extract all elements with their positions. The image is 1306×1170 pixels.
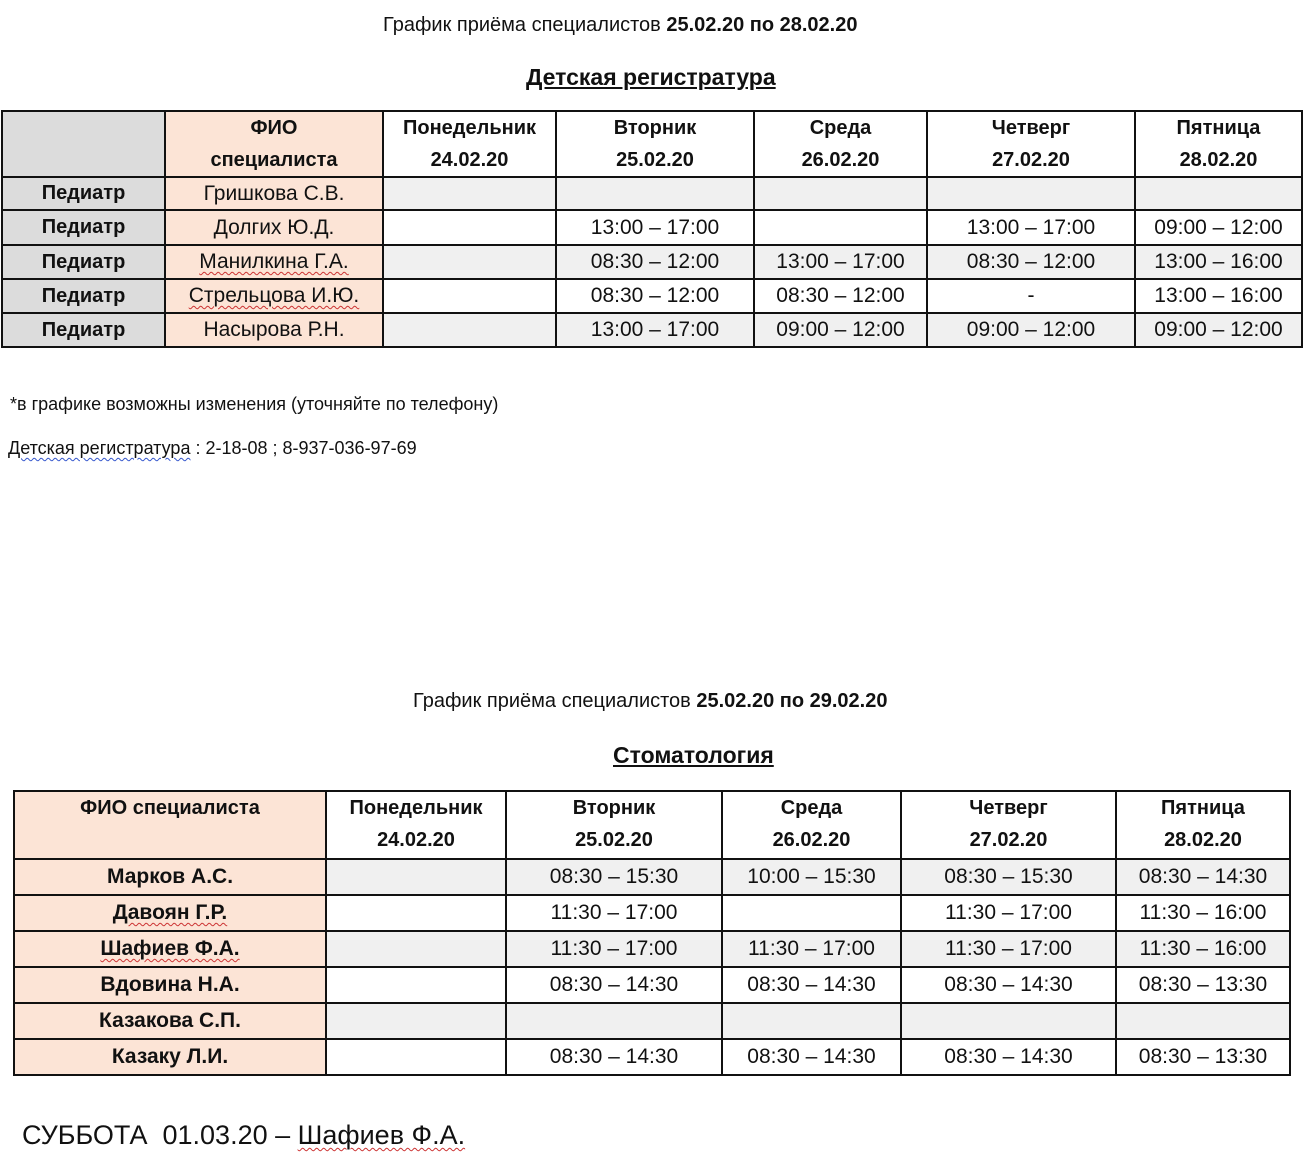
time-cell <box>326 967 506 1003</box>
title-prefix: График приёма специалистов <box>383 14 661 36</box>
fio-cell: Долгих Ю.Д. <box>165 210 383 245</box>
time-cell: 11:30 – 17:00 <box>722 931 901 967</box>
role-cell: Педиатр <box>2 245 165 279</box>
time-cell: 09:00 – 12:00 <box>1135 313 1302 347</box>
time-cell: 09:00 – 12:00 <box>754 313 927 347</box>
header-fio: ФИО специалиста <box>14 791 326 859</box>
schedule-title-2 <box>413 690 887 713</box>
time-cell: 13:00 – 16:00 <box>1135 279 1302 313</box>
header-tue: Вторник 25.02.20 <box>556 111 754 177</box>
time-cell: 08:30 – 12:00 <box>556 245 754 279</box>
time-cell <box>383 313 556 347</box>
time-cell: 13:00 – 17:00 <box>927 210 1135 245</box>
time-cell <box>383 177 556 210</box>
time-cell <box>326 1039 506 1075</box>
phone-value: : 2-18-08 ; 8-937-036-97-69 <box>190 438 417 458</box>
table-row <box>2 279 1302 313</box>
table-header-row <box>14 791 1290 859</box>
time-cell <box>754 177 927 210</box>
registry-phone <box>8 438 417 459</box>
saturday-name: Шафиев Ф.А. <box>297 1120 466 1150</box>
time-cell <box>383 245 556 279</box>
children-schedule-table <box>1 110 1303 348</box>
time-cell <box>1116 1003 1290 1039</box>
fio-cell: Шафиев Ф.А. <box>14 931 326 967</box>
role-cell: Педиатр <box>2 210 165 245</box>
table-row <box>2 245 1302 279</box>
time-cell <box>326 895 506 931</box>
schedule-title-1 <box>383 14 857 37</box>
time-cell: 11:30 – 17:00 <box>506 931 722 967</box>
fio-cell: Гришкова С.В. <box>165 177 383 210</box>
role-cell: Педиатр <box>2 313 165 347</box>
section-heading-children: Детская регистратура <box>526 64 776 90</box>
time-cell: 13:00 – 16:00 <box>1135 245 1302 279</box>
header-role <box>2 111 165 177</box>
time-cell: 13:00 – 17:00 <box>754 245 927 279</box>
time-cell: 13:00 – 17:00 <box>556 313 754 347</box>
table-row <box>14 859 1290 895</box>
header-mon: Понедельник 24.02.20 <box>326 791 506 859</box>
time-cell <box>901 1003 1116 1039</box>
header-fio: ФИО специалиста <box>165 111 383 177</box>
title-prefix: График приёма специалистов <box>413 690 691 712</box>
title-range: 25.02.20 по 28.02.20 <box>666 14 858 36</box>
table-row <box>14 931 1290 967</box>
time-cell: 08:30 – 12:00 <box>754 279 927 313</box>
time-cell: 08:30 – 14:30 <box>506 967 722 1003</box>
time-cell: 13:00 – 17:00 <box>556 210 754 245</box>
phone-label: Детская регистратура <box>8 438 191 458</box>
fio-cell: Казакова С.П. <box>14 1003 326 1039</box>
header-thu: Четверг 27.02.20 <box>901 791 1116 859</box>
dentistry-schedule-table <box>13 790 1291 1076</box>
table-header-row <box>2 111 1302 177</box>
fio-cell: Вдовина Н.А. <box>14 967 326 1003</box>
table-row <box>14 1003 1290 1039</box>
time-cell <box>556 177 754 210</box>
time-cell: 08:30 – 14:30 <box>901 1039 1116 1075</box>
time-cell: - <box>927 279 1135 313</box>
header-fri: Пятница 28.02.20 <box>1135 111 1302 177</box>
time-cell: 11:30 – 16:00 <box>1116 931 1290 967</box>
time-cell: 08:30 – 15:30 <box>506 859 722 895</box>
header-wed: Среда 26.02.20 <box>722 791 901 859</box>
time-cell <box>326 859 506 895</box>
time-cell: 08:30 – 14:30 <box>1116 859 1290 895</box>
fio-cell: Стрельцова И.Ю. <box>165 279 383 313</box>
time-cell: 09:00 – 12:00 <box>1135 210 1302 245</box>
time-cell: 08:30 – 14:30 <box>506 1039 722 1075</box>
table-row <box>14 1039 1290 1075</box>
time-cell: 11:30 – 17:00 <box>901 931 1116 967</box>
time-cell: 08:30 – 12:00 <box>927 245 1135 279</box>
header-fri: Пятница 28.02.20 <box>1116 791 1290 859</box>
table-row <box>14 967 1290 1003</box>
header-tue: Вторник 25.02.20 <box>506 791 722 859</box>
time-cell <box>927 177 1135 210</box>
time-cell: 09:00 – 12:00 <box>927 313 1135 347</box>
schedule-change-note: *в графике возможны изменения (уточняйте по телефону) <box>10 394 499 414</box>
section-heading-dentistry: Стоматология <box>613 742 774 768</box>
time-cell <box>326 1003 506 1039</box>
fio-cell: Марков А.С. <box>14 859 326 895</box>
table-row <box>2 177 1302 210</box>
time-cell: 08:30 – 12:00 <box>556 279 754 313</box>
time-cell: 08:30 – 15:30 <box>901 859 1116 895</box>
table-row <box>2 210 1302 245</box>
role-cell: Педиатр <box>2 177 165 210</box>
time-cell: 08:30 – 13:30 <box>1116 1039 1290 1075</box>
header-thu: Четверг 27.02.20 <box>927 111 1135 177</box>
time-cell: 08:30 – 14:30 <box>901 967 1116 1003</box>
time-cell: 08:30 – 13:30 <box>1116 967 1290 1003</box>
time-cell <box>326 931 506 967</box>
time-cell: 08:30 – 14:30 <box>722 1039 901 1075</box>
time-cell <box>383 279 556 313</box>
saturday-duty <box>22 1120 465 1151</box>
time-cell <box>722 895 901 931</box>
table-row <box>2 313 1302 347</box>
time-cell <box>383 210 556 245</box>
header-wed: Среда 26.02.20 <box>754 111 927 177</box>
time-cell <box>506 1003 722 1039</box>
time-cell: 11:30 – 17:00 <box>901 895 1116 931</box>
fio-cell: Казаку Л.И. <box>14 1039 326 1075</box>
time-cell <box>722 1003 901 1039</box>
role-cell: Педиатр <box>2 279 165 313</box>
title-range: 25.02.20 по 29.02.20 <box>696 690 888 712</box>
time-cell: 10:00 – 15:30 <box>722 859 901 895</box>
time-cell: 11:30 – 17:00 <box>506 895 722 931</box>
fio-cell: Давоян Г.Р. <box>14 895 326 931</box>
time-cell: 08:30 – 14:30 <box>722 967 901 1003</box>
fio-cell: Манилкина Г.А. <box>165 245 383 279</box>
time-cell <box>1135 177 1302 210</box>
fio-cell: Насырова Р.Н. <box>165 313 383 347</box>
saturday-label: СУББОТА 01.03.20 – <box>22 1120 298 1150</box>
table-row <box>14 895 1290 931</box>
time-cell: 11:30 – 16:00 <box>1116 895 1290 931</box>
time-cell <box>754 210 927 245</box>
header-mon: Понедельник 24.02.20 <box>383 111 556 177</box>
